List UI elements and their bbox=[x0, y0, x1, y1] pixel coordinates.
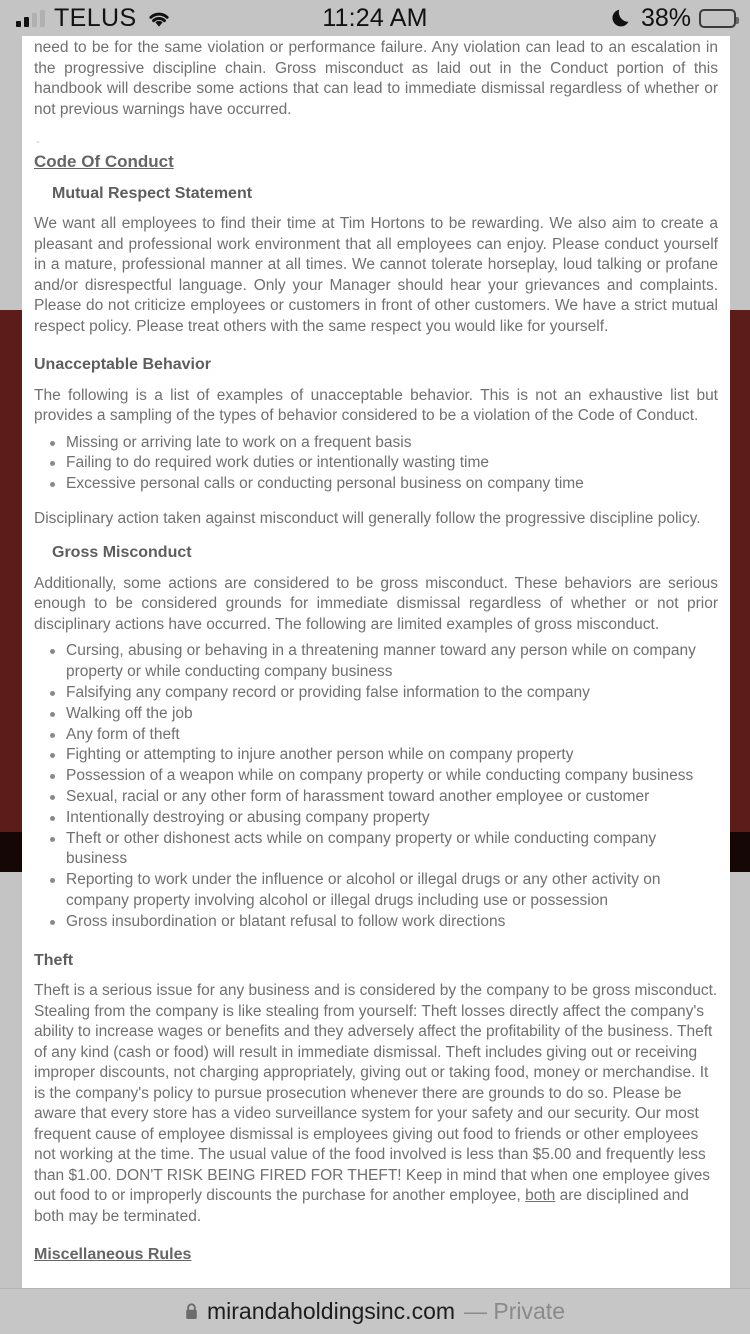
heading-mutual-respect-statement: Mutual Respect Statement bbox=[52, 184, 253, 202]
carrier-label: TELUS bbox=[54, 3, 137, 32]
paragraph-theft-part2: are disciplined and both may be terminated. bbox=[34, 1187, 689, 1225]
list-item: Excessive personal calls or conducting personal business on company time bbox=[34, 474, 718, 495]
document-page bbox=[22, 36, 730, 1288]
heading-gross-misconduct: Gross Misconduct bbox=[52, 544, 192, 562]
do-not-disturb-moon-icon bbox=[611, 7, 633, 29]
paragraph-theft-emphasis-both: both bbox=[525, 1187, 556, 1205]
list-item: Walking off the job bbox=[34, 704, 718, 725]
list-item: Intentionally destroying or abusing company property bbox=[34, 808, 718, 829]
list-item: Sexual, racial or any other form of harassment toward another employee or customer bbox=[34, 787, 718, 808]
paragraph-top-continued: need to be for the same violation or performance failure. Any violation can lead to an escalation in the progressive discipline chain. Gross misconduct as laid out in the Conduct portion of this handbook will describe some actions that can lead to immediate dismissal regardless of whether or not previous warnings have occurred. bbox=[34, 39, 718, 118]
lock-icon bbox=[185, 1303, 198, 1320]
status-bar-right bbox=[611, 4, 736, 33]
url-private-label: — Private bbox=[464, 1298, 565, 1324]
list-item: Reporting to work under the influence or alcohol or illegal drugs or any other activity on company property involving alcohol or illegal drugs including use or possession bbox=[34, 870, 718, 912]
webpage-content-area[interactable] bbox=[0, 36, 750, 1288]
battery-percent-label: 38% bbox=[640, 3, 691, 32]
list-item: Theft or other dishonest acts while on company property or while conducting company business bbox=[34, 829, 718, 871]
list-unacceptable-behavior bbox=[34, 433, 718, 495]
paragraph-theft bbox=[34, 981, 718, 1227]
list-item: Falsifying any company record or providing false information to the company bbox=[34, 683, 718, 704]
paragraph-gross-misconduct: Additionally, some actions are considered to be gross misconduct. These behaviors are serious enough to be considered grounds for immediate dismissal regardless of whether or not prior disciplinary actions have occurred. The following are limited examples of gross misconduct. bbox=[34, 574, 718, 633]
url-host-label: mirandaholdingsinc.com bbox=[207, 1298, 456, 1324]
paragraph-theft-part1: Theft is a serious issue for any business and is considered by the company to be gross misconduct. Stealing from the company is like stealing from yourself: Theft losses directly affect the company's ability to increase wages or benefits and they adversely affect the profitability of the business. Theft of any kind (cash or food) will result in immediate dismissal. Theft includes giving out or receiving improper discounts, not charging appropriately, giving out or taking food, money or merchandise. It is the company's policy to pursue prosecution whenever there are grounds to do so. Please be aware that every store has a video surveillance system for your safety and our security. Our most frequent cause of employee dismissal is employees giving out food to friends or other employees not working at the time. The usual value of the food involved is less than $5.00 and frequently less than $1.00. DON'T RISK BEING FIRED FOR THEFT! Keep in mind that when one employee gives out food to or improperly discounts the purchase for another employee, bbox=[34, 982, 718, 1205]
heading-theft: Theft bbox=[34, 951, 74, 969]
battery-icon bbox=[699, 9, 736, 28]
status-bar bbox=[0, 0, 750, 36]
browser-url-bar[interactable] bbox=[0, 1288, 750, 1334]
heading-miscellaneous-rules: Miscellaneous Rules bbox=[34, 1246, 192, 1264]
heading-unacceptable-behavior: Unacceptable Behavior bbox=[34, 356, 211, 373]
list-item: Failing to do required work duties or intentionally wasting time bbox=[34, 453, 718, 474]
paragraph-unacceptable-behavior: The following is a list of examples of unacceptable behavior. This is not an exhaustive list but provides a sampling of the types of behavior considered to be a violation of the Code of Conduct. bbox=[34, 386, 718, 424]
clock-label: 11:24 AM bbox=[322, 3, 428, 32]
dash-artifact: - bbox=[36, 136, 40, 148]
list-item: Possession of a weapon while on company property or while conducting company business bbox=[34, 766, 718, 787]
heading-code-of-conduct: Code Of Conduct bbox=[34, 152, 174, 171]
list-item: Any form of theft bbox=[34, 725, 718, 746]
paragraph-disciplinary-action: Disciplinary action taken against misconduct will generally follow the progressive discipline policy. bbox=[34, 509, 701, 527]
heading-code-of-conduct-wrap bbox=[34, 152, 718, 174]
heading-misc-rules-wrap bbox=[34, 1245, 718, 1266]
list-item: Gross insubordination or blatant refusal to follow work directions bbox=[34, 912, 718, 933]
list-item: Cursing, abusing or behaving in a threatening manner toward any person while on company property or while conducting company business bbox=[34, 641, 718, 683]
list-item: Fighting or attempting to injure another person while on company property bbox=[34, 745, 718, 766]
list-gross-misconduct bbox=[34, 641, 718, 932]
list-item: Missing or arriving late to work on a frequent basis bbox=[34, 433, 718, 454]
paragraph-mutual-respect: We want all employees to find their time at Tim Hortons to be rewarding. We also aim to create a pleasant and professional work environment that all employees can enjoy. Please conduct yourself in a mature, professional manner at all times. We cannot tolerate horseplay, loud talking or profane and/or disrespectful language. Only your Manager should hear your grievances and complaints. Please do not criticize employees or customers in front of other customers. We have a strict mutual respect policy. Please treat others with the same respect you would like for yourself. bbox=[34, 215, 718, 335]
